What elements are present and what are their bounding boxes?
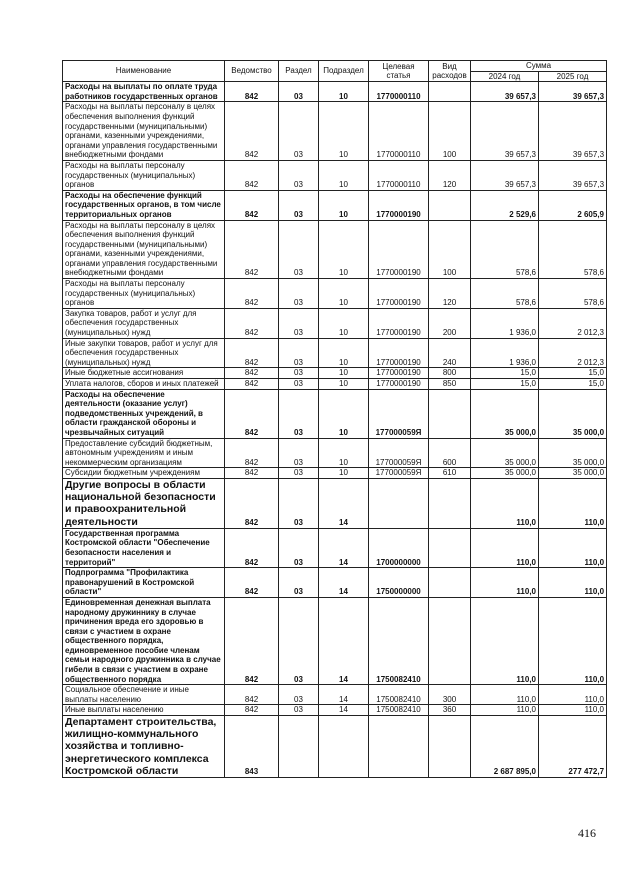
col-header-subsection: Подраздел: [319, 61, 369, 82]
row-sum-2024: 1 936,0: [471, 338, 539, 368]
row-sum-2024: 39 657,3: [471, 82, 539, 102]
budget-table: [62, 60, 607, 778]
row-dept: 842: [225, 338, 279, 368]
row-sum-2025: 110,0: [539, 478, 607, 528]
row-sum-2025: 35 000,0: [539, 438, 607, 468]
row-name: Расходы на обеспечение функций государственных органов, в том числе территориальных органов: [63, 190, 225, 220]
row-subsection: 14: [319, 597, 369, 684]
row-name: Подпрограмма "Профилактика правонарушений в Костромской области": [63, 568, 225, 598]
row-dept: 842: [225, 82, 279, 102]
row-type: 800: [429, 368, 471, 379]
row-sum-2025: 2 012,3: [539, 338, 607, 368]
row-section: 03: [279, 102, 319, 161]
row-subsection: 10: [319, 220, 369, 279]
row-name: Расходы на выплаты по оплате труда работников государственных органов: [63, 82, 225, 102]
row-type: [429, 82, 471, 102]
row-section: 03: [279, 279, 319, 309]
row-type: [429, 597, 471, 684]
table-row: [63, 478, 607, 528]
row-dept: 842: [225, 468, 279, 479]
row-target: 1770000110: [369, 82, 429, 102]
row-sum-2024: 110,0: [471, 685, 539, 705]
row-name: Иные бюджетные ассигнования: [63, 368, 225, 379]
row-name: Субсидии бюджетным учреждениям: [63, 468, 225, 479]
table-row: [63, 220, 607, 279]
row-name: Департамент строительства, жилищно-коммунального хозяйства и топливно-энергетического комплекса Костромской области: [63, 716, 225, 778]
row-section: 03: [279, 368, 319, 379]
table-row: [63, 160, 607, 190]
row-dept: 842: [225, 478, 279, 528]
row-name: Иные закупки товаров, работ и услуг для обеспечения государственных (муниципальных) нужд: [63, 338, 225, 368]
row-type: 360: [429, 705, 471, 716]
row-section: 03: [279, 528, 319, 567]
row-section: 03: [279, 160, 319, 190]
row-section: 03: [279, 220, 319, 279]
row-target: 1770000190: [369, 190, 429, 220]
table-row: [63, 568, 607, 598]
table-row: [63, 368, 607, 379]
row-sum-2025: 578,6: [539, 220, 607, 279]
row-sum-2024: 110,0: [471, 705, 539, 716]
row-sum-2025: 277 472,7: [539, 716, 607, 778]
row-section: 03: [279, 389, 319, 438]
row-target: 1750082410: [369, 685, 429, 705]
row-dept: 842: [225, 102, 279, 161]
table-row: [63, 685, 607, 705]
col-header-2025: 2025 год: [539, 71, 607, 82]
row-sum-2025: 39 657,3: [539, 102, 607, 161]
table-row: [63, 597, 607, 684]
table-row: [63, 82, 607, 102]
table-row: [63, 438, 607, 468]
table-row: [63, 705, 607, 716]
row-sum-2024: 39 657,3: [471, 160, 539, 190]
row-sum-2024: 2 529,6: [471, 190, 539, 220]
table-row: [63, 468, 607, 479]
row-name: Государственная программа Костромской области "Обеспечение безопасности населения и территорий": [63, 528, 225, 567]
row-section: 03: [279, 568, 319, 598]
row-dept: 842: [225, 705, 279, 716]
row-type: 100: [429, 102, 471, 161]
row-target: 177000059Я: [369, 389, 429, 438]
row-type: 120: [429, 279, 471, 309]
row-target: 1750082410: [369, 597, 429, 684]
col-header-type: Вид расходов: [429, 61, 471, 82]
row-sum-2024: 1 936,0: [471, 308, 539, 338]
col-header-name: Наименование: [63, 61, 225, 82]
row-target: 1770000110: [369, 102, 429, 161]
row-dept: 842: [225, 685, 279, 705]
row-type: 610: [429, 468, 471, 479]
col-header-2024: 2024 год: [471, 71, 539, 82]
col-header-sum: Сумма: [471, 61, 607, 72]
row-sum-2025: 15,0: [539, 368, 607, 379]
row-target: 1770000190: [369, 338, 429, 368]
row-type: [429, 528, 471, 567]
row-dept: 842: [225, 308, 279, 338]
row-section: 03: [279, 338, 319, 368]
row-dept: 842: [225, 568, 279, 598]
row-name: Единовременная денежная выплата народному дружиннику в случае причинения вреда его здоровью в связи с участием в охране общественного порядка, единовременное пособие членам семьи народного дружинника в случае гибели в связи с участием в охране общественного порядка: [63, 597, 225, 684]
row-sum-2024: 110,0: [471, 478, 539, 528]
row-target: 1750000000: [369, 568, 429, 598]
row-sum-2024: 39 657,3: [471, 102, 539, 161]
row-section: 03: [279, 597, 319, 684]
row-sum-2024: 578,6: [471, 279, 539, 309]
row-section: 03: [279, 468, 319, 479]
row-section: 03: [279, 308, 319, 338]
row-target: [369, 478, 429, 528]
row-dept: 843: [225, 716, 279, 778]
row-subsection: 10: [319, 82, 369, 102]
table-row: [63, 338, 607, 368]
row-type: 600: [429, 438, 471, 468]
row-sum-2025: 2 012,3: [539, 308, 607, 338]
row-type: [429, 190, 471, 220]
row-dept: 842: [225, 220, 279, 279]
row-sum-2025: 110,0: [539, 568, 607, 598]
row-name: Предоставление субсидий бюджетным, автономным учреждениям и иным некоммерческим организациям: [63, 438, 225, 468]
row-type: [429, 716, 471, 778]
row-subsection: 14: [319, 478, 369, 528]
row-subsection: 10: [319, 279, 369, 309]
row-sum-2024: 35 000,0: [471, 438, 539, 468]
row-dept: 842: [225, 379, 279, 390]
row-section: 03: [279, 190, 319, 220]
table-row: [63, 308, 607, 338]
row-dept: 842: [225, 279, 279, 309]
row-section: 03: [279, 685, 319, 705]
table-row: [63, 379, 607, 390]
col-header-section: Раздел: [279, 61, 319, 82]
row-name: Расходы на выплаты персоналу в целях обеспечения выполнения функций государственными (муниципальными) органами, казенными учреждениями, органами управления государственными внебюджетными фондами: [63, 102, 225, 161]
row-sum-2024: 578,6: [471, 220, 539, 279]
row-subsection: 10: [319, 308, 369, 338]
row-target: [369, 716, 429, 778]
table-row: [63, 279, 607, 309]
row-sum-2024: 15,0: [471, 368, 539, 379]
row-subsection: 10: [319, 190, 369, 220]
row-sum-2024: 35 000,0: [471, 468, 539, 479]
row-subsection: 10: [319, 379, 369, 390]
row-section: 03: [279, 478, 319, 528]
row-target: 1770000190: [369, 308, 429, 338]
row-section: 03: [279, 379, 319, 390]
row-subsection: 10: [319, 389, 369, 438]
budget-table-page: [62, 60, 606, 778]
row-type: 200: [429, 308, 471, 338]
row-type: 100: [429, 220, 471, 279]
row-subsection: 14: [319, 568, 369, 598]
table-row: [63, 102, 607, 161]
row-dept: 842: [225, 389, 279, 438]
row-name: Расходы на выплаты персоналу государственных (муниципальных) органов: [63, 160, 225, 190]
row-target: 1770000110: [369, 160, 429, 190]
row-name: Расходы на выплаты персоналу государственных (муниципальных) органов: [63, 279, 225, 309]
row-subsection: 10: [319, 468, 369, 479]
row-type: 240: [429, 338, 471, 368]
table-row: [63, 716, 607, 778]
row-target: 177000059Я: [369, 468, 429, 479]
row-section: 03: [279, 705, 319, 716]
row-subsection: 14: [319, 528, 369, 567]
row-dept: 842: [225, 528, 279, 567]
row-type: 850: [429, 379, 471, 390]
row-sum-2025: 110,0: [539, 685, 607, 705]
row-dept: 842: [225, 368, 279, 379]
row-target: 177000059Я: [369, 438, 429, 468]
row-target: 1770000190: [369, 279, 429, 309]
table-body: [63, 82, 607, 778]
row-sum-2024: 15,0: [471, 379, 539, 390]
row-target: 1770000190: [369, 368, 429, 379]
row-dept: 842: [225, 597, 279, 684]
row-subsection: 10: [319, 160, 369, 190]
row-dept: 842: [225, 438, 279, 468]
row-name: Иные выплаты населению: [63, 705, 225, 716]
table-row: [63, 190, 607, 220]
row-target: 1700000000: [369, 528, 429, 567]
row-subsection: 10: [319, 338, 369, 368]
row-sum-2025: 15,0: [539, 379, 607, 390]
row-type: [429, 478, 471, 528]
col-header-dept: Ведомство: [225, 61, 279, 82]
row-name: Социальное обеспечение и иные выплаты населению: [63, 685, 225, 705]
row-target: 1770000190: [369, 220, 429, 279]
row-name: Другие вопросы в области национальной безопасности и правоохранительной деятельности: [63, 478, 225, 528]
row-subsection: 14: [319, 705, 369, 716]
row-sum-2025: 578,6: [539, 279, 607, 309]
row-type: [429, 389, 471, 438]
row-sum-2025: 35 000,0: [539, 389, 607, 438]
row-sum-2024: 110,0: [471, 597, 539, 684]
row-dept: 842: [225, 190, 279, 220]
row-sum-2025: 110,0: [539, 528, 607, 567]
col-header-target: Целевая статья: [369, 61, 429, 82]
row-sum-2025: 2 605,9: [539, 190, 607, 220]
table-row: [63, 528, 607, 567]
row-sum-2024: 35 000,0: [471, 389, 539, 438]
table-row: [63, 389, 607, 438]
page-number: 416: [578, 826, 596, 840]
row-target: 1750082410: [369, 705, 429, 716]
row-dept: 842: [225, 160, 279, 190]
row-subsection: 10: [319, 368, 369, 379]
row-sum-2025: 39 657,3: [539, 82, 607, 102]
row-subsection: 10: [319, 102, 369, 161]
row-section: 03: [279, 82, 319, 102]
row-type: [429, 568, 471, 598]
row-sum-2024: 110,0: [471, 528, 539, 567]
row-subsection: 10: [319, 438, 369, 468]
row-subsection: 14: [319, 685, 369, 705]
row-sum-2024: 2 687 895,0: [471, 716, 539, 778]
row-type: 120: [429, 160, 471, 190]
row-section: 03: [279, 438, 319, 468]
row-sum-2025: 110,0: [539, 705, 607, 716]
row-name: Расходы на обеспечение деятельности (оказание услуг) подведомственных учреждений, в области гражданской обороны и чрезвычайных ситуаций: [63, 389, 225, 438]
row-sum-2025: 39 657,3: [539, 160, 607, 190]
row-sum-2025: 35 000,0: [539, 468, 607, 479]
row-subsection: [319, 716, 369, 778]
row-name: Уплата налогов, сборов и иных платежей: [63, 379, 225, 390]
row-sum-2024: 110,0: [471, 568, 539, 598]
row-name: Расходы на выплаты персоналу в целях обеспечения выполнения функций государственными (муниципальными) органами, казенными учреждениями, органами управления государственными внебюджетными фондами: [63, 220, 225, 279]
row-sum-2025: 110,0: [539, 597, 607, 684]
row-type: 300: [429, 685, 471, 705]
row-target: 1770000190: [369, 379, 429, 390]
row-section: [279, 716, 319, 778]
row-name: Закупка товаров, работ и услуг для обеспечения государственных (муниципальных) нужд: [63, 308, 225, 338]
